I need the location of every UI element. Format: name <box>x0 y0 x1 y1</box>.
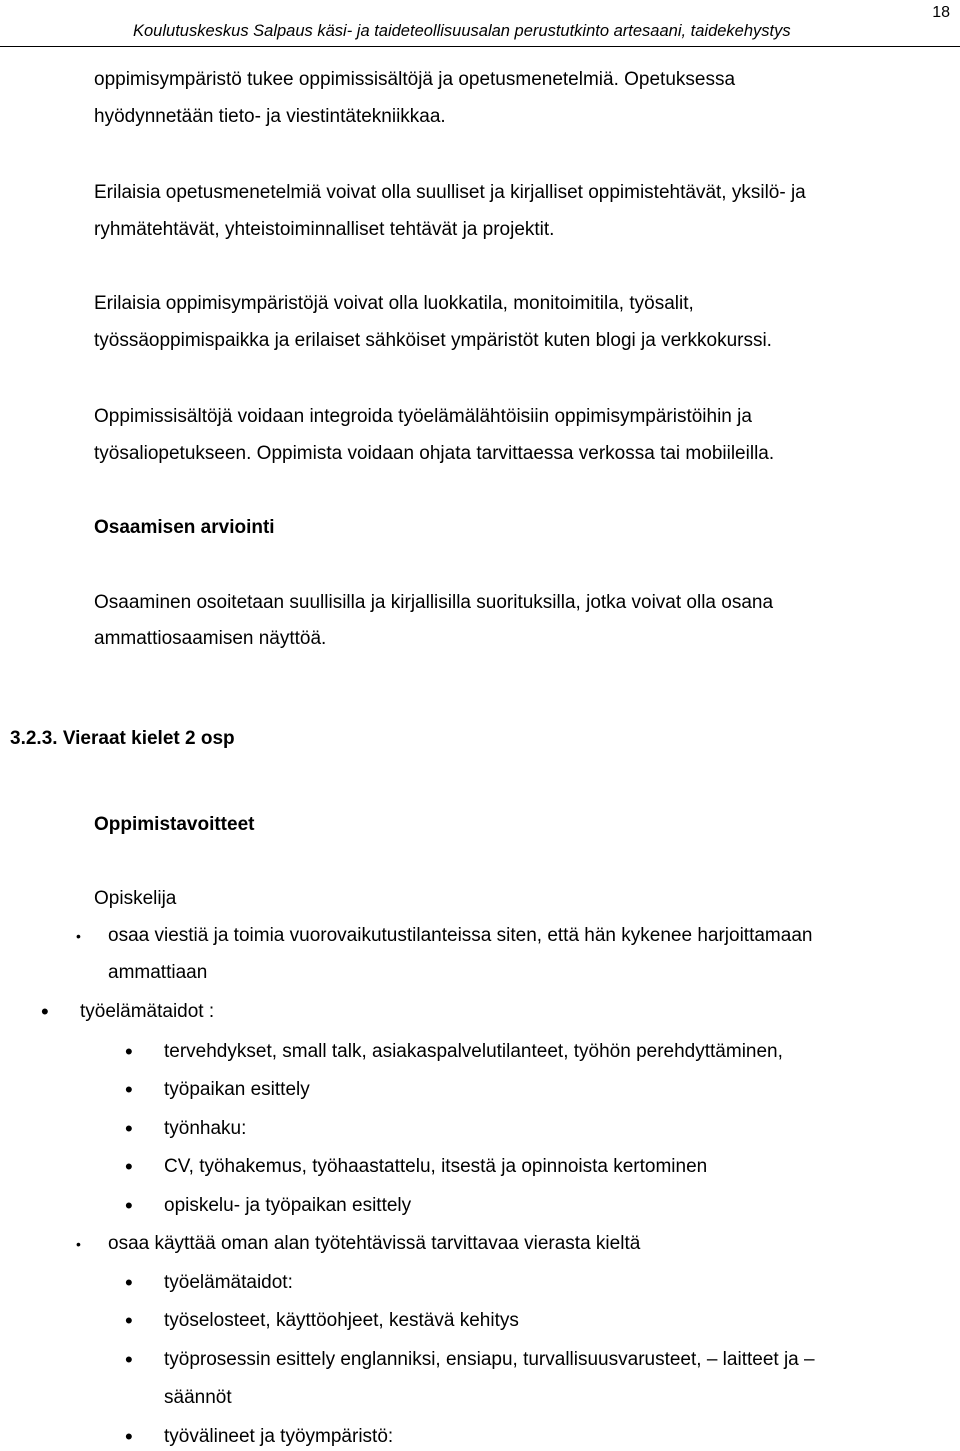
bullet-text: työelämätaidot : <box>80 1001 215 1022</box>
bullet: • <box>125 1270 133 1295</box>
paragraph-line: ryhmätehtävät, yhteistoiminnalliset tehtävät ja projektit. <box>94 219 555 240</box>
paragraph-line: työssäoppimispaikka ja erilaiset sähköiset ympäristöt kuten blogi ja verkkokurssi. <box>94 330 772 351</box>
paragraph-line: työsaliopetukseen. Oppimista voidaan ohjata tarvittaessa verkossa tai mobiileilla. <box>94 443 775 464</box>
sub-bullet-text: työprosessin esittely englanniksi, ensiapu, turvallisuusvarusteet, – laitteet ja – <box>164 1349 815 1370</box>
bullet: • <box>125 1308 133 1333</box>
section-heading: 3.2.3. Vieraat kielet 2 osp <box>10 728 235 749</box>
sub-bullet-text: työelämätaidot: <box>164 1272 293 1293</box>
header-divider <box>0 46 960 47</box>
bullet: • <box>125 1077 133 1102</box>
header-title: Koulutuskeskus Salpaus käsi- ja taideteollisuusalan perustutkinto artesaani, taidekehystys <box>133 22 791 40</box>
paragraph-line: Erilaisia oppimisympäristöjä voivat olla luokkatila, monitoimitila, työsalit, <box>94 293 694 314</box>
sub-bullet-text: työpaikan esittely <box>164 1079 310 1100</box>
sub-bullet-text: säännöt <box>164 1387 232 1408</box>
bullet: • <box>125 1193 133 1218</box>
page-header <box>0 4 960 44</box>
sub-bullet-text: opiskelu- ja työpaikan esittely <box>164 1195 412 1216</box>
bullet: • <box>41 999 49 1024</box>
sub-bullet-text: työvälineet ja työympäristö: <box>164 1426 394 1447</box>
sub-bullet-text: työselosteet, käyttöohjeet, kestävä kehitys <box>164 1310 519 1331</box>
bullet-text: osaa käyttää oman alan työtehtävissä tarvittavaa vierasta kieltä <box>108 1233 641 1254</box>
paragraph-line: Oppimissisältöjä voidaan integroida työelämälähtöisiin oppimisympäristöihin ja <box>94 406 752 427</box>
bullet: • <box>76 928 81 944</box>
bullet: • <box>125 1154 133 1179</box>
sub-bullet-text: työnhaku: <box>164 1118 247 1139</box>
sub-bullet-text: tervehdykset, small talk, asiakaspalvelutilanteet, työhön perehdyttäminen, <box>164 1041 783 1062</box>
subheading-osaamisen-arviointi: Osaamisen arviointi <box>94 517 275 538</box>
bullet: • <box>125 1039 133 1064</box>
paragraph-line: hyödynnetään tieto- ja viestintätekniikkaa. <box>94 106 446 127</box>
opiskelija-label: Opiskelija <box>94 888 177 909</box>
paragraph-line: ammattiosaamisen näyttöä. <box>94 628 327 649</box>
bullet: • <box>76 1236 81 1252</box>
sub-bullet-text: CV, työhakemus, työhaastattelu, itsestä ja opinnoista kertominen <box>164 1156 708 1177</box>
subheading-oppimistavoitteet: Oppimistavoitteet <box>94 814 255 835</box>
bullet: • <box>125 1347 133 1372</box>
page-number: 18 <box>932 4 950 21</box>
bullet: • <box>125 1116 133 1141</box>
bullet-text: ammattiaan <box>108 962 208 983</box>
bullet-text: osaa viestiä ja toimia vuorovaikutustilanteissa siten, että hän kykenee harjoittamaan <box>108 925 813 946</box>
paragraph-line: Erilaisia opetusmenetelmiä voivat olla suulliset ja kirjalliset oppimistehtävät, yksilö- ja <box>94 182 806 203</box>
bullet: • <box>125 1424 133 1449</box>
paragraph-line: Osaaminen osoitetaan suullisilla ja kirjallisilla suorituksilla, jotka voivat olla osana <box>94 592 774 613</box>
paragraph-line: oppimisympäristö tukee oppimissisältöjä ja opetusmenetelmiä. Opetuksessa <box>94 69 736 90</box>
